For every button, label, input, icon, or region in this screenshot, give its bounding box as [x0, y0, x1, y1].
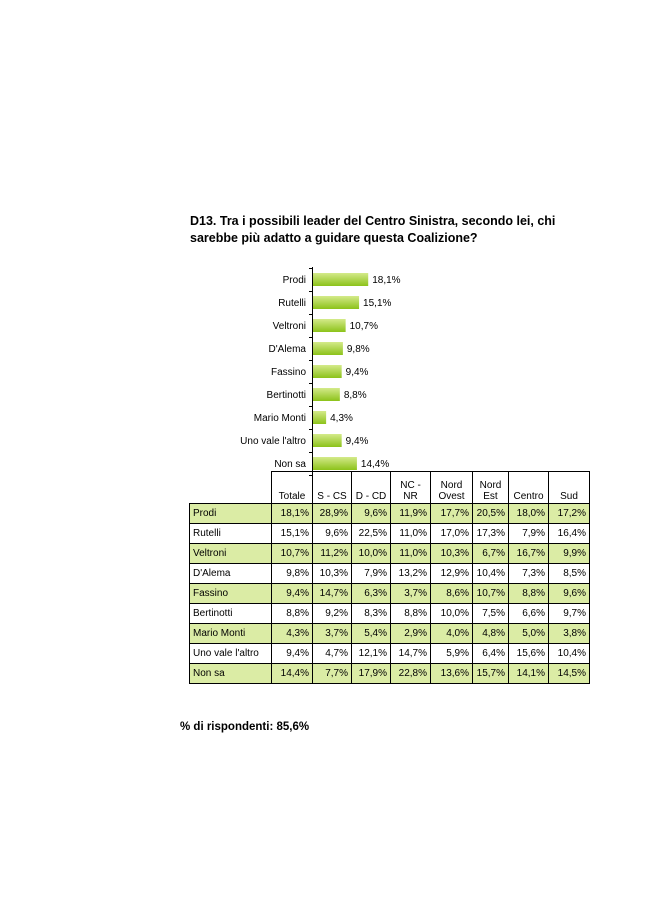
table-row: [190, 624, 590, 644]
table-row: [190, 544, 590, 564]
table-cell: 18,1%: [272, 504, 313, 524]
table-cell: 10,4%: [473, 564, 509, 584]
table-cell: 17,7%: [431, 504, 473, 524]
table-cell: 15,1%: [272, 524, 313, 544]
bar: [313, 388, 340, 401]
bar: [313, 342, 343, 355]
table-cell: 7,3%: [509, 564, 549, 584]
table-row: [190, 504, 590, 524]
table-cell: 7,9%: [352, 564, 391, 584]
header-blank-cell: [190, 472, 272, 504]
table-cell: 14,7%: [391, 644, 431, 664]
column-header: Sud: [549, 472, 590, 504]
category-label: Non sa: [274, 459, 306, 470]
table-cell: 14,1%: [509, 664, 549, 684]
table-row: [190, 524, 590, 544]
table-cell: 9,4%: [272, 644, 313, 664]
table-cell: 6,3%: [352, 584, 391, 604]
table-cell: 6,7%: [473, 544, 509, 564]
category-label: Prodi: [282, 275, 306, 286]
table-cell: 22,5%: [352, 524, 391, 544]
table-cell: 5,9%: [431, 644, 473, 664]
row-label: Veltroni: [190, 544, 272, 564]
table-cell: 9,4%: [272, 584, 313, 604]
table-cell: 11,0%: [391, 544, 431, 564]
table-cell: 10,3%: [313, 564, 352, 584]
row-label: Uno vale l'altro: [190, 644, 272, 664]
table-cell: 9,6%: [313, 524, 352, 544]
column-header: Nord Est: [473, 472, 509, 504]
table-cell: 3,8%: [549, 624, 590, 644]
value-label: 4,3%: [330, 413, 353, 424]
value-label: 8,8%: [343, 390, 367, 401]
table-cell: 2,9%: [391, 624, 431, 644]
value-label: 10,7%: [349, 321, 378, 332]
table-cell: 28,9%: [313, 504, 352, 524]
category-label: Uno vale l'altro: [240, 436, 306, 447]
bar: [313, 411, 326, 424]
table-cell: 8,5%: [549, 564, 590, 584]
row-label: Fassino: [190, 584, 272, 604]
category-label: Veltroni: [272, 321, 306, 332]
value-label: 15,1%: [363, 298, 392, 309]
row-label: Mario Monti: [190, 624, 272, 644]
category-label: D'Alema: [268, 344, 306, 355]
table-cell: 8,8%: [272, 604, 313, 624]
table-cell: 10,7%: [272, 544, 313, 564]
table-cell: 18,0%: [509, 504, 549, 524]
table-row: [190, 584, 590, 604]
category-label: Bertinotti: [266, 390, 306, 401]
table-cell: 5,4%: [352, 624, 391, 644]
results-table: [189, 471, 590, 684]
table-cell: 4,7%: [313, 644, 352, 664]
table-row: [190, 664, 590, 684]
table-cell: 10,4%: [549, 644, 590, 664]
table-cell: 10,3%: [431, 544, 473, 564]
row-label: D'Alema: [190, 564, 272, 584]
table-cell: 11,0%: [391, 524, 431, 544]
category-label: Fassino: [270, 367, 306, 378]
table-cell: 11,9%: [391, 504, 431, 524]
column-header: NC - NR: [391, 472, 431, 504]
table-row: [190, 564, 590, 584]
table-cell: 10,0%: [431, 604, 473, 624]
table-cell: 14,4%: [272, 664, 313, 684]
table-cell: 16,7%: [509, 544, 549, 564]
table-cell: 17,0%: [431, 524, 473, 544]
table-cell: 10,7%: [473, 584, 509, 604]
table-cell: 4,0%: [431, 624, 473, 644]
value-label: 14,4%: [360, 459, 390, 470]
category-label: Mario Monti: [253, 413, 306, 424]
table-cell: 9,6%: [352, 504, 391, 524]
table-cell: 17,3%: [473, 524, 509, 544]
value-label: 9,8%: [346, 344, 370, 355]
table-cell: 8,3%: [352, 604, 391, 624]
table-cell: 9,8%: [272, 564, 313, 584]
table-cell: 5,0%: [509, 624, 549, 644]
table-cell: 3,7%: [313, 624, 352, 644]
row-label: Non sa: [190, 664, 272, 684]
table-cell: 8,8%: [509, 584, 549, 604]
respondents-footnote: % di rispondenti: 85,6%: [180, 721, 310, 733]
table-cell: 9,9%: [549, 544, 590, 564]
table-cell: 9,6%: [549, 584, 590, 604]
table-cell: 7,7%: [313, 664, 352, 684]
table-cell: 7,9%: [509, 524, 549, 544]
table-cell: 9,2%: [313, 604, 352, 624]
column-header: Nord Ovest: [431, 472, 473, 504]
table-cell: 6,6%: [509, 604, 549, 624]
table-cell: 12,1%: [352, 644, 391, 664]
table-cell: 15,6%: [509, 644, 549, 664]
table-cell: 11,2%: [313, 544, 352, 564]
table-cell: 14,5%: [549, 664, 590, 684]
chart-title: D13. Tra i possibili leader del Centro Sinistra, secondo lei, chi sarebbe più adatto a guidare questa Coalizione?: [190, 214, 556, 245]
column-header: D - CD: [352, 472, 391, 504]
category-label: Rutelli: [278, 298, 306, 309]
table-cell: 20,5%: [473, 504, 509, 524]
bar: [313, 273, 368, 286]
table-cell: 12,9%: [431, 564, 473, 584]
value-label: 18,1%: [372, 275, 401, 286]
table-cell: 4,8%: [473, 624, 509, 644]
column-header: Totale: [272, 472, 313, 504]
table-cell: 17,2%: [549, 504, 590, 524]
value-label: 9,4%: [345, 436, 369, 447]
table-cell: 15,7%: [473, 664, 509, 684]
bar: [313, 434, 342, 447]
column-header: S - CS: [313, 472, 352, 504]
table-cell: 8,8%: [391, 604, 431, 624]
table-cell: 16,4%: [549, 524, 590, 544]
table-cell: 13,2%: [391, 564, 431, 584]
table-cell: 3,7%: [391, 584, 431, 604]
bar: [313, 296, 359, 309]
table-cell: 14,7%: [313, 584, 352, 604]
table-cell: 17,9%: [352, 664, 391, 684]
row-label: Bertinotti: [190, 604, 272, 624]
row-label: Rutelli: [190, 524, 272, 544]
table-row: [190, 644, 590, 664]
value-label: 9,4%: [345, 367, 369, 378]
table-header-row: [190, 472, 590, 504]
column-header: Centro: [509, 472, 549, 504]
bar: [313, 319, 346, 332]
table-cell: 10,0%: [352, 544, 391, 564]
table-cell: 13,6%: [431, 664, 473, 684]
table-row: [190, 604, 590, 624]
row-label: Prodi: [190, 504, 272, 524]
table-cell: 9,7%: [549, 604, 590, 624]
table-cell: 7,5%: [473, 604, 509, 624]
table-cell: 22,8%: [391, 664, 431, 684]
table-cell: 4,3%: [272, 624, 313, 644]
table-cell: 8,6%: [431, 584, 473, 604]
bar: [313, 457, 357, 470]
bar: [313, 365, 342, 378]
table-cell: 6,4%: [473, 644, 509, 664]
